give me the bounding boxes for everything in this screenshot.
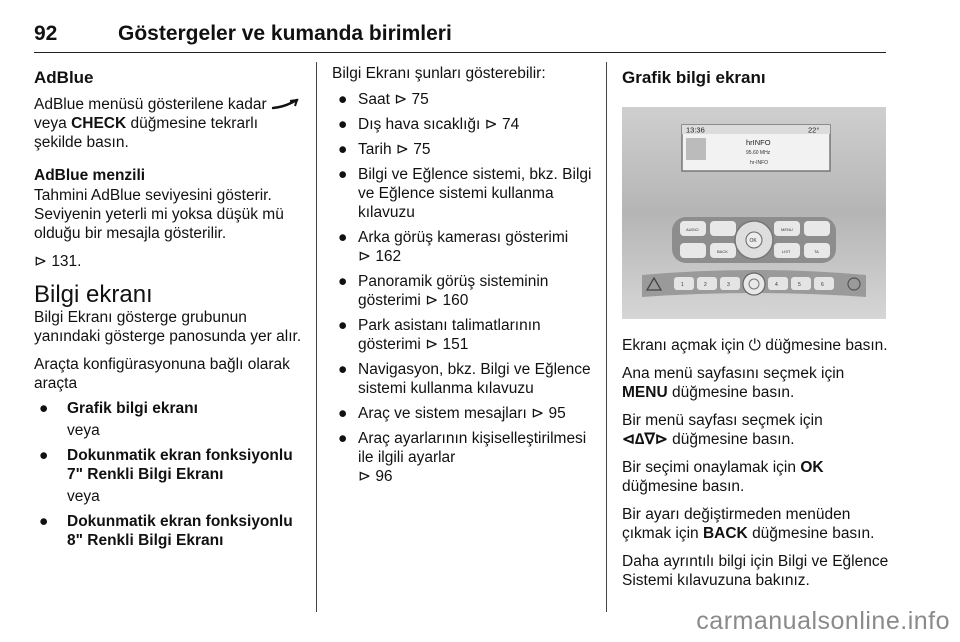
column-right [622,64,890,599]
arrow-keys-icon: ⊲∆∇⊳ [622,431,668,448]
ok-instruction: Bir seçimi onaylamak için OK düğmesine basın. [622,459,824,495]
graphic-display-heading: Grafik bilgi ekranı [622,68,766,87]
power-volume-knob [743,273,765,295]
svg-text:BACK: BACK [717,249,728,254]
svg-text:6: 6 [821,282,824,288]
or-text: veya [67,488,100,505]
list-item: ● Arka görüş kamerası gösterimi ⊳ 162 [338,229,569,265]
screen-radio-info: hrINFO [746,138,771,147]
navigate-instruction: Bir menü sayfası seçmek için ⊲∆∇⊳ düğmesine basın. [622,412,823,448]
svg-text:MENU: MENU [781,227,793,232]
preset-button-1 [674,277,694,290]
adblue-range-heading: AdBlue menzili [34,167,146,184]
svg-text:5: 5 [798,282,801,288]
screen-temp: 22° [808,125,820,135]
page-number: 92 [34,22,58,45]
menu-instruction: Ana menü sayfasını seçmek için MENU düğmesine basın. [622,365,845,401]
watermark: carmanualsonline.info [696,607,950,635]
page-ref-icon: ⊳ [425,336,439,353]
or-text: veya [67,422,100,439]
favourites-button [804,221,830,236]
screen-station: hr-INFO [750,160,769,166]
page-ref-icon: ⊳ [34,253,47,270]
display-options-list [34,399,304,418]
list-item: ● Grafik bilgi ekranı [39,400,198,417]
page-ref-icon: ⊳ [531,405,545,422]
svg-text:2: 2 [704,282,707,288]
preset-button-5 [791,277,811,290]
info-display-p2: Araçta konfigürasyonuna bağlı olarak araçta [34,356,290,392]
preset-button-3 [720,277,740,290]
svg-text:4: 4 [775,282,778,288]
info-display-heading: Bilgi ekranı [34,281,153,308]
power-instruction: Ekranı açmak için ⏻ düğmesine basın. [622,337,888,354]
list-item: ● Dokunmatik ekran fonksiyonlu 8" Renkli Bilgi Ekranı [39,513,293,549]
svg-text:AUDIO: AUDIO [686,227,699,232]
info-display-p1: Bilgi Ekranı gösterge grubunun yanındaki gösterge panosunda yer alır. [34,309,302,345]
list-item: ● Araç ayarlarının kişiselleştirilmesi ile ilgili ayarlar ⊳ 96 [338,430,587,485]
list-item: ● Navigasyon, bkz. Bilgi ve Eğlence sistemi kullanma kılavuzu [338,361,591,397]
radio-icon [686,138,706,160]
list-item: ● Saat ⊳ 75 [338,91,429,108]
graphic-info-display-figure [622,107,886,319]
display-contents-list [332,90,597,486]
preset-button-6 [814,277,834,290]
column-divider-1 [316,62,317,612]
svg-text:1: 1 [681,282,684,288]
back-instruction: Bir ayarı değiştirmeden menüden çıkmak için BACK düğmesine basın. [622,506,875,542]
column-divider-2 [606,62,607,612]
display-intro: Bilgi Ekranı şunları gösterebilir: [332,65,546,82]
page-ref-icon: ⊳ [395,141,409,158]
page-ref-icon: ⊳ [358,468,371,485]
svg-text:LIST: LIST [782,249,791,254]
power-icon: ⏻ [748,337,761,354]
column-middle [332,64,597,492]
svg-text:OK: OK [749,238,757,244]
adblue-range-ref: ⊳ 131. [34,253,82,270]
screen-frequency: 95.60 MHz [746,150,771,156]
page-header [34,22,886,52]
page-ref-icon: ⊳ [425,292,439,309]
preset-button-4 [768,277,788,290]
adblue-heading: AdBlue [34,68,94,87]
list-item: ● Araç ve sistem mesajları ⊳ 95 [338,405,566,422]
list-item: ● Dokunmatik ekran fonksiyonlu 7" Renkli Bilgi Ekranı [39,447,293,483]
list-item: ● Park asistanı talimatlarının gösterimi ⊳ 151 [338,317,541,353]
preset-button-2 [697,277,717,290]
svg-text:3: 3 [727,282,730,288]
list-item: ● Panoramik görüş sisteminin gösterimi ⊳ 160 [338,273,549,309]
screen-time: 13:36 [686,125,705,135]
adblue-range-text: Tahmini AdBlue seviyesini gösterir. Seviyenin yeterli mi yoksa düşük mü olduğu bir mesajla gösterilir. [34,187,284,242]
steering-wheel-button-icon [271,98,301,110]
page-ref-icon: ⊳ [358,248,371,265]
page-title: Göstergeler ve kumanda birimleri [118,22,452,45]
adblue-paragraph: AdBlue menüsü gösterilene kadar veya CHECK düğmesine tekrarlı şekilde basın. [34,95,304,152]
phone-button [710,221,736,236]
source-button [680,243,706,258]
check-button-label: CHECK [71,115,127,132]
page-ref-icon: ⊳ [394,91,408,108]
header-rule [34,52,886,53]
page-ref-icon: ⊳ [484,116,498,133]
list-item: ● Tarih ⊳ 75 [338,141,431,158]
list-item: ● Bilgi ve Eğlence sistemi, bkz. Bilgi ve Eğlence sistemi kullanma kılavuzu [338,166,592,221]
more-info-text: Daha ayrıntılı bilgi için Bilgi ve Eğlence Sistemi kılavuzuna bakınız. [622,553,889,589]
column-left [34,64,304,553]
svg-text:TA: TA [814,249,819,254]
list-item: ● Dış hava sıcaklığı ⊳ 74 [338,116,520,133]
